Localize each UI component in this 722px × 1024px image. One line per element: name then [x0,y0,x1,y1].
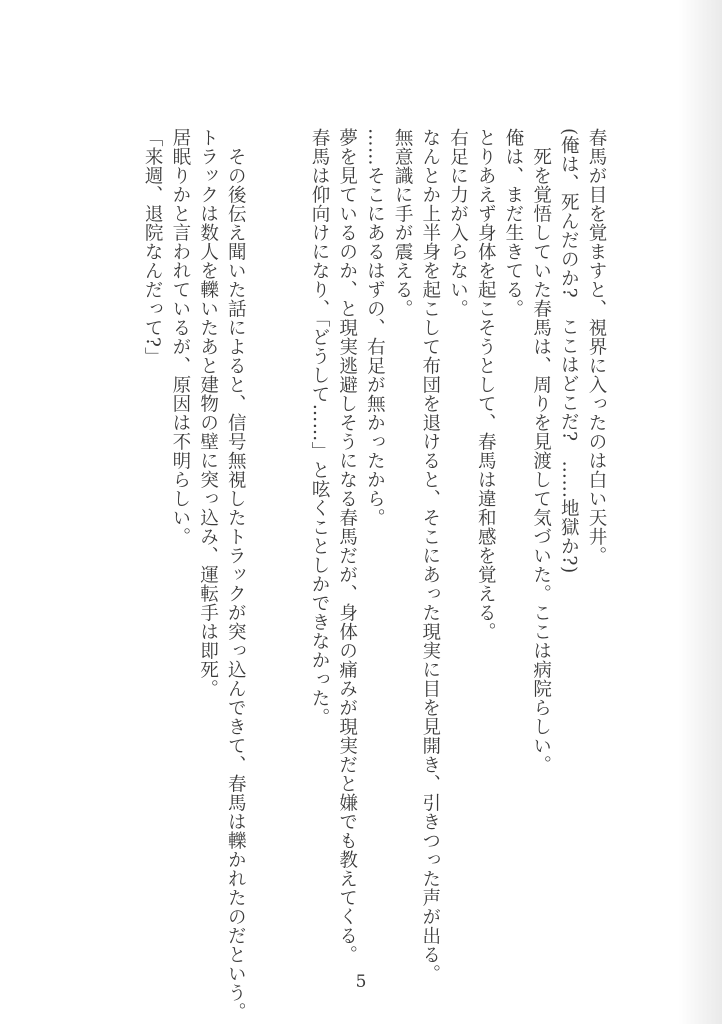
text-line: 春馬が目を覚ますと、視界に入ったのは白い天井。 [586,128,607,565]
text-line: 居眠りかと言われているが、原因は不明らしい。 [169,128,191,546]
text-line: とりあえず身体を起こそうとして、春馬は違和感を覚える。 [475,128,497,641]
text-line: 死を覚悟していた春馬は、周りを見渡して気づいた。ここは病院らしい。 [530,128,552,774]
text-line: 夢を見ているのか、と現実逃避しそうになる春馬だが、身体の痛みが現実だと嫌でも教えてくる。 [336,128,358,964]
text-line: (俺は、死んだのか? ここはどこだ? ……地獄か?) [558,128,580,574]
paragraph-gap [249,128,305,928]
text-line: なんとか上半身を起こして布団を退けると、そこにあった現実に目を見開き、引きつった声が出る。 [419,128,441,983]
text-line: 無意識に手が震える。 [392,128,414,318]
text-line: 俺は、まだ生きてる。 [502,128,524,318]
vertical-body-text [138,128,610,1021]
text-line: 右足に力が入らない。 [447,128,469,318]
text-line: 「来週、退院なんだって?」 [142,128,164,367]
text-line: 春馬は仰向けになり、「どうして……」と呟くことしかできなかった。 [308,128,330,727]
text-line: トラックは数人を轢いたあと建物の壁に突っ込み、運転手は即死。 [197,128,219,698]
text-line: ……そこにあるはずの、右足が無かったから。 [364,128,386,527]
text-line: その後伝え聞いた話によると、信号無視したトラックが突っ込んできて、春馬は轢かれたのだという。 [225,128,247,1021]
page-number: 5 [355,972,367,992]
